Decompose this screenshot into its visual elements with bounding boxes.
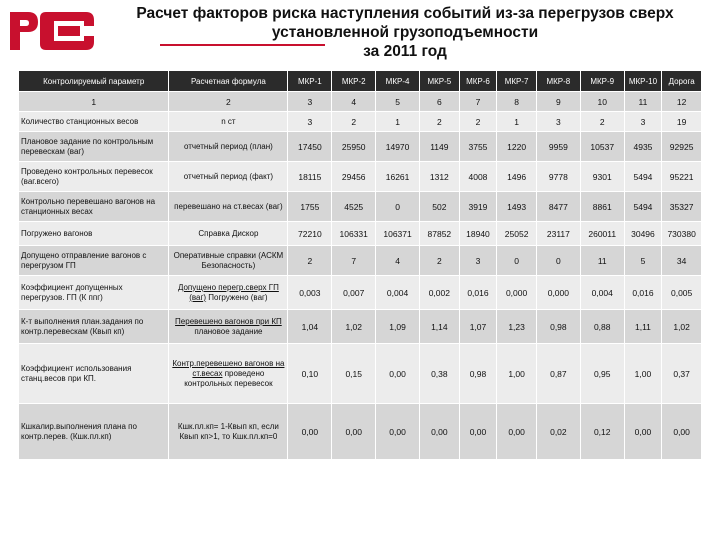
value-cell: 1,23 bbox=[497, 310, 537, 344]
value-cell: 0,15 bbox=[332, 344, 376, 404]
value-cell: 0,002 bbox=[420, 276, 460, 310]
value-cell: 0,016 bbox=[459, 276, 497, 310]
formula-text: Справка Дискор bbox=[198, 228, 259, 238]
value-cell: 0,02 bbox=[536, 404, 580, 460]
value-cell: 0,003 bbox=[288, 276, 332, 310]
value-cell: 16261 bbox=[376, 162, 420, 192]
value-cell: 0 bbox=[497, 246, 537, 276]
value-cell: 19 bbox=[662, 112, 702, 132]
column-number-cell: 11 bbox=[624, 92, 662, 112]
parameter-cell: Кшкалир.выполнения плана по контр.перев. (Кшк.пл.кп) bbox=[19, 404, 169, 460]
value-cell: 1,14 bbox=[420, 310, 460, 344]
value-cell: 0,016 bbox=[624, 276, 662, 310]
column-number-cell: 8 bbox=[497, 92, 537, 112]
title-line-2: установленной грузоподъемности bbox=[271, 24, 539, 41]
formula-text: отчетный период (факт) bbox=[183, 171, 274, 181]
value-cell: 3 bbox=[459, 246, 497, 276]
column-number-cell: 4 bbox=[332, 92, 376, 112]
value-cell: 0,000 bbox=[536, 276, 580, 310]
value-cell: 0,00 bbox=[376, 344, 420, 404]
table-row bbox=[19, 404, 702, 460]
value-cell: 106371 bbox=[376, 222, 420, 246]
formula-text: плановое задание bbox=[194, 326, 263, 336]
value-cell: 1,11 bbox=[624, 310, 662, 344]
value-cell: 1755 bbox=[288, 192, 332, 222]
value-cell: 1 bbox=[376, 112, 420, 132]
parameter-cell: Коэффициент использования станц.весов при КП. bbox=[19, 344, 169, 404]
value-cell: 502 bbox=[420, 192, 460, 222]
value-cell: 1496 bbox=[497, 162, 537, 192]
column-header: МКР-10 bbox=[624, 71, 662, 92]
value-cell: 2 bbox=[459, 112, 497, 132]
value-cell: 0 bbox=[536, 246, 580, 276]
value-cell: 29456 bbox=[332, 162, 376, 192]
value-cell: 10537 bbox=[580, 132, 624, 162]
value-cell: 25950 bbox=[332, 132, 376, 162]
parameter-cell: Допущено отправление вагонов с перегрузом ГП bbox=[19, 246, 169, 276]
formula-cell bbox=[169, 132, 288, 162]
value-cell: 18940 bbox=[459, 222, 497, 246]
column-header: МКР-5 bbox=[420, 71, 460, 92]
value-cell: 1,04 bbox=[288, 310, 332, 344]
value-cell: 0,00 bbox=[459, 404, 497, 460]
formula-text: Кшк.пл.кп= 1-Квып кп, если Квып кп>1, то Кшк.пл.кп=0 bbox=[177, 421, 279, 441]
value-cell: 1,02 bbox=[662, 310, 702, 344]
formula-cell bbox=[169, 162, 288, 192]
rzd-logo bbox=[6, 6, 98, 56]
value-cell: 14970 bbox=[376, 132, 420, 162]
formula-cell bbox=[169, 246, 288, 276]
value-cell: 0,88 bbox=[580, 310, 624, 344]
formula-text: n ст bbox=[221, 116, 236, 126]
value-cell: 18115 bbox=[288, 162, 332, 192]
value-cell: 34 bbox=[662, 246, 702, 276]
value-cell: 1 bbox=[497, 112, 537, 132]
formula-cell bbox=[169, 344, 288, 404]
value-cell: 5 bbox=[624, 246, 662, 276]
value-cell: 0,98 bbox=[536, 310, 580, 344]
value-cell: 0,00 bbox=[376, 404, 420, 460]
value-cell: 2 bbox=[580, 112, 624, 132]
value-cell: 0,87 bbox=[536, 344, 580, 404]
value-cell: 87852 bbox=[420, 222, 460, 246]
value-cell: 1493 bbox=[497, 192, 537, 222]
column-header: МКР-6 bbox=[459, 71, 497, 92]
value-cell: 1,02 bbox=[332, 310, 376, 344]
column-header: МКР-9 bbox=[580, 71, 624, 92]
value-cell: 9959 bbox=[536, 132, 580, 162]
value-cell: 2 bbox=[420, 246, 460, 276]
table-row bbox=[19, 132, 702, 162]
value-cell: 5494 bbox=[624, 162, 662, 192]
value-cell: 0,005 bbox=[662, 276, 702, 310]
formula-cell bbox=[169, 404, 288, 460]
value-cell: 3755 bbox=[459, 132, 497, 162]
column-header: МКР-7 bbox=[497, 71, 537, 92]
value-cell: 2 bbox=[288, 246, 332, 276]
risk-factors-table bbox=[18, 70, 702, 460]
value-cell: 92925 bbox=[662, 132, 702, 162]
title-line-1: Расчет факторов риска наступления событий из-за перегрузов сверх bbox=[136, 5, 674, 22]
value-cell: 2 bbox=[332, 112, 376, 132]
column-header: Расчетная формула bbox=[169, 71, 288, 92]
table-row bbox=[19, 344, 702, 404]
value-cell: 1220 bbox=[497, 132, 537, 162]
value-cell: 0,004 bbox=[580, 276, 624, 310]
formula-cell bbox=[169, 310, 288, 344]
value-cell: 72210 bbox=[288, 222, 332, 246]
value-cell: 0,37 bbox=[662, 344, 702, 404]
column-number-cell: 1 bbox=[19, 92, 169, 112]
value-cell: 0,00 bbox=[288, 404, 332, 460]
column-number-cell: 7 bbox=[459, 92, 497, 112]
parameter-cell: К-т выполнения план.задания по контр.перевескам (Квып кп) bbox=[19, 310, 169, 344]
value-cell: 0,10 bbox=[288, 344, 332, 404]
table-row bbox=[19, 192, 702, 222]
value-cell: 2 bbox=[420, 112, 460, 132]
value-cell: 25052 bbox=[497, 222, 537, 246]
parameter-cell: Погружено вагонов bbox=[19, 222, 169, 246]
value-cell: 106331 bbox=[332, 222, 376, 246]
column-number-cell: 12 bbox=[662, 92, 702, 112]
formula-cell bbox=[169, 192, 288, 222]
formula-numerator: Допущено перегр.сверх ГП (ваг) bbox=[177, 282, 279, 302]
formula-text: перевешано на ст.весах (ваг) bbox=[174, 201, 283, 211]
value-cell: 30496 bbox=[624, 222, 662, 246]
value-cell: 1312 bbox=[420, 162, 460, 192]
column-header: МКР-2 bbox=[332, 71, 376, 92]
value-cell: 3919 bbox=[459, 192, 497, 222]
title-line-3: за 2011 год bbox=[363, 43, 447, 60]
formula-cell bbox=[169, 112, 288, 132]
value-cell: 3 bbox=[536, 112, 580, 132]
value-cell: 4008 bbox=[459, 162, 497, 192]
value-cell: 4525 bbox=[332, 192, 376, 222]
formula-cell bbox=[169, 222, 288, 246]
column-number-cell: 6 bbox=[420, 92, 460, 112]
column-header: МКР-8 bbox=[536, 71, 580, 92]
table-row bbox=[19, 276, 702, 310]
value-cell: 1,09 bbox=[376, 310, 420, 344]
value-cell: 11 bbox=[580, 246, 624, 276]
table-row bbox=[19, 222, 702, 246]
column-header: МКР-4 bbox=[376, 71, 420, 92]
formula-cell bbox=[169, 276, 288, 310]
value-cell: 0,000 bbox=[497, 276, 537, 310]
formula-numerator: Контр.перевешено вагонов на ст.весах bbox=[172, 358, 285, 378]
value-cell: 9301 bbox=[580, 162, 624, 192]
value-cell: 7 bbox=[332, 246, 376, 276]
value-cell: 0,00 bbox=[624, 404, 662, 460]
value-cell: 5494 bbox=[624, 192, 662, 222]
value-cell: 0,00 bbox=[497, 404, 537, 460]
value-cell: 1149 bbox=[420, 132, 460, 162]
value-cell: 9778 bbox=[536, 162, 580, 192]
value-cell: 95221 bbox=[662, 162, 702, 192]
parameter-cell: Плановое задание по контрольным перевескам (ваг) bbox=[19, 132, 169, 162]
formula-numerator: Перевешено вагонов при КП bbox=[175, 316, 282, 326]
value-cell: 0,95 bbox=[580, 344, 624, 404]
column-number-cell: 5 bbox=[376, 92, 420, 112]
value-cell: 35327 bbox=[662, 192, 702, 222]
value-cell: 3 bbox=[288, 112, 332, 132]
parameter-cell: Проведено контрольных перевесок (ваг.всего) bbox=[19, 162, 169, 192]
value-cell: 1,07 bbox=[459, 310, 497, 344]
formula-text: отчетный период (план) bbox=[183, 141, 273, 151]
title-underline bbox=[160, 44, 325, 46]
value-cell: 0,00 bbox=[662, 404, 702, 460]
table-row bbox=[19, 112, 702, 132]
value-cell: 17450 bbox=[288, 132, 332, 162]
column-header: МКР-1 bbox=[288, 71, 332, 92]
value-cell: 0,007 bbox=[332, 276, 376, 310]
value-cell: 0,12 bbox=[580, 404, 624, 460]
value-cell: 4 bbox=[376, 246, 420, 276]
value-cell: 260011 bbox=[580, 222, 624, 246]
formula-text: Оперативные справки (АСКМ Безопасность) bbox=[173, 250, 284, 270]
column-number-cell: 10 bbox=[580, 92, 624, 112]
formula-text: проведено контрольных перевесок bbox=[184, 368, 273, 388]
value-cell: 1,00 bbox=[497, 344, 537, 404]
column-number-cell: 2 bbox=[169, 92, 288, 112]
value-cell: 0,00 bbox=[332, 404, 376, 460]
value-cell: 8477 bbox=[536, 192, 580, 222]
page-title bbox=[100, 4, 710, 61]
column-number-row bbox=[19, 92, 702, 112]
table-row bbox=[19, 162, 702, 192]
value-cell: 1,00 bbox=[624, 344, 662, 404]
value-cell: 0,00 bbox=[420, 404, 460, 460]
table-header-row bbox=[19, 71, 702, 92]
value-cell: 0,38 bbox=[420, 344, 460, 404]
value-cell: 3 bbox=[624, 112, 662, 132]
value-cell: 0,98 bbox=[459, 344, 497, 404]
column-number-cell: 3 bbox=[288, 92, 332, 112]
table-row bbox=[19, 246, 702, 276]
value-cell: 4935 bbox=[624, 132, 662, 162]
parameter-cell: Количество станционных весов bbox=[19, 112, 169, 132]
value-cell: 730380 bbox=[662, 222, 702, 246]
value-cell: 8861 bbox=[580, 192, 624, 222]
column-header: Дорога bbox=[662, 71, 702, 92]
value-cell: 0,004 bbox=[376, 276, 420, 310]
formula-text: Погружено (ваг) bbox=[208, 292, 268, 302]
column-header: Контролируемый параметр bbox=[19, 71, 169, 92]
column-number-cell: 9 bbox=[536, 92, 580, 112]
value-cell: 0 bbox=[376, 192, 420, 222]
parameter-cell: Контрольно перевешано вагонов на станционных весах bbox=[19, 192, 169, 222]
table-row bbox=[19, 310, 702, 344]
parameter-cell: Коэффициент допущенных перегрузов. ГП (К ппг) bbox=[19, 276, 169, 310]
value-cell: 23117 bbox=[536, 222, 580, 246]
